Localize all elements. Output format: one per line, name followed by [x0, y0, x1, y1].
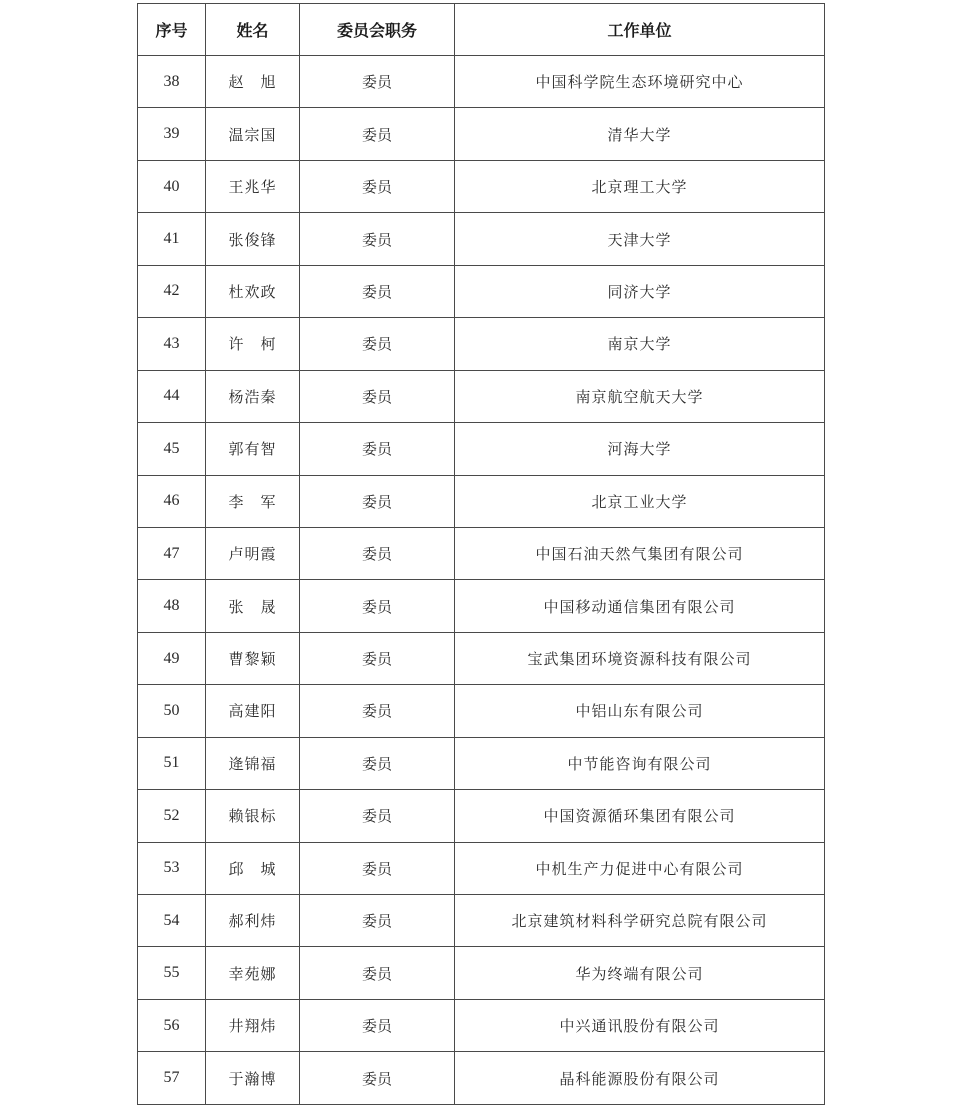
serial-number-cell: 50: [138, 685, 206, 737]
serial-number-cell: 49: [138, 632, 206, 684]
committee-role-cell: 委员: [300, 737, 455, 789]
table-row: [138, 790, 825, 842]
work-unit-cell: 中国移动通信集团有限公司: [455, 580, 825, 632]
table-row: [138, 580, 825, 632]
committee-role-cell: 委员: [300, 160, 455, 212]
table-row: [138, 370, 825, 422]
serial-number-cell: 46: [138, 475, 206, 527]
serial-number-cell: 38: [138, 56, 206, 108]
table-body: [138, 56, 825, 1105]
committee-role-cell: 委员: [300, 580, 455, 632]
committee-role-cell: 委员: [300, 423, 455, 475]
committee-role-cell: 委员: [300, 475, 455, 527]
table-row: [138, 423, 825, 475]
table-row: [138, 999, 825, 1051]
table-row: [138, 265, 825, 317]
member-name-cell: 高建阳: [206, 685, 300, 737]
serial-number-cell: 51: [138, 737, 206, 789]
work-unit-cell: 河海大学: [455, 423, 825, 475]
work-unit-cell: 天津大学: [455, 213, 825, 265]
header-row: [138, 4, 825, 56]
member-name-cell: 杨浩秦: [206, 370, 300, 422]
table-row: [138, 842, 825, 894]
serial-number-cell: 44: [138, 370, 206, 422]
committee-member-table: [137, 3, 825, 1105]
member-name-cell: 张 晟: [206, 580, 300, 632]
work-unit-cell: 中国科学院生态环境研究中心: [455, 56, 825, 108]
serial-number-cell: 52: [138, 790, 206, 842]
member-name-cell: 卢明霞: [206, 527, 300, 579]
committee-role-cell: 委员: [300, 1052, 455, 1104]
work-unit-cell: 北京理工大学: [455, 160, 825, 212]
committee-role-cell: 委员: [300, 527, 455, 579]
table-row: [138, 475, 825, 527]
serial-number-cell: 48: [138, 580, 206, 632]
member-name-cell: 邱 城: [206, 842, 300, 894]
header-serial-number: 序号: [138, 4, 206, 56]
serial-number-cell: 47: [138, 527, 206, 579]
member-name-cell: 幸苑娜: [206, 947, 300, 999]
work-unit-cell: 南京航空航天大学: [455, 370, 825, 422]
work-unit-cell: 宝武集团环境资源科技有限公司: [455, 632, 825, 684]
table-row: [138, 527, 825, 579]
committee-role-cell: 委员: [300, 790, 455, 842]
table-row: [138, 895, 825, 947]
member-name-cell: 温宗国: [206, 108, 300, 160]
serial-number-cell: 57: [138, 1052, 206, 1104]
committee-role-cell: 委员: [300, 685, 455, 737]
member-name-cell: 逄锦福: [206, 737, 300, 789]
member-name-cell: 曹黎颖: [206, 632, 300, 684]
table-header: [138, 4, 825, 56]
committee-role-cell: 委员: [300, 842, 455, 894]
work-unit-cell: 清华大学: [455, 108, 825, 160]
member-name-cell: 王兆华: [206, 160, 300, 212]
serial-number-cell: 54: [138, 895, 206, 947]
table-row: [138, 213, 825, 265]
member-name-cell: 井翔炜: [206, 999, 300, 1051]
table-row: [138, 318, 825, 370]
committee-role-cell: 委员: [300, 265, 455, 317]
work-unit-cell: 南京大学: [455, 318, 825, 370]
work-unit-cell: 中国石油天然气集团有限公司: [455, 527, 825, 579]
serial-number-cell: 55: [138, 947, 206, 999]
work-unit-cell: 华为终端有限公司: [455, 947, 825, 999]
table-row: [138, 108, 825, 160]
serial-number-cell: 43: [138, 318, 206, 370]
header-name: 姓名: [206, 4, 300, 56]
serial-number-cell: 42: [138, 265, 206, 317]
work-unit-cell: 北京建筑材料科学研究总院有限公司: [455, 895, 825, 947]
committee-role-cell: 委员: [300, 947, 455, 999]
serial-number-cell: 40: [138, 160, 206, 212]
work-unit-cell: 中节能咨询有限公司: [455, 737, 825, 789]
header-work-unit: 工作单位: [455, 4, 825, 56]
member-name-cell: 赵 旭: [206, 56, 300, 108]
serial-number-cell: 45: [138, 423, 206, 475]
work-unit-cell: 中铝山东有限公司: [455, 685, 825, 737]
committee-role-cell: 委员: [300, 632, 455, 684]
member-name-cell: 赖银标: [206, 790, 300, 842]
committee-role-cell: 委员: [300, 999, 455, 1051]
table-row: [138, 737, 825, 789]
member-name-cell: 许 柯: [206, 318, 300, 370]
committee-role-cell: 委员: [300, 56, 455, 108]
committee-role-cell: 委员: [300, 370, 455, 422]
table-row: [138, 160, 825, 212]
committee-role-cell: 委员: [300, 895, 455, 947]
serial-number-cell: 53: [138, 842, 206, 894]
work-unit-cell: 中兴通讯股份有限公司: [455, 999, 825, 1051]
work-unit-cell: 中国资源循环集团有限公司: [455, 790, 825, 842]
table-row: [138, 56, 825, 108]
table-row: [138, 1052, 825, 1104]
serial-number-cell: 41: [138, 213, 206, 265]
member-name-cell: 杜欢政: [206, 265, 300, 317]
committee-role-cell: 委员: [300, 213, 455, 265]
member-name-cell: 张俊锋: [206, 213, 300, 265]
serial-number-cell: 56: [138, 999, 206, 1051]
member-name-cell: 于瀚博: [206, 1052, 300, 1104]
work-unit-cell: 中机生产力促进中心有限公司: [455, 842, 825, 894]
header-committee-role: 委员会职务: [300, 4, 455, 56]
work-unit-cell: 北京工业大学: [455, 475, 825, 527]
member-name-cell: 李 军: [206, 475, 300, 527]
work-unit-cell: 晶科能源股份有限公司: [455, 1052, 825, 1104]
table-row: [138, 685, 825, 737]
work-unit-cell: 同济大学: [455, 265, 825, 317]
table-row: [138, 947, 825, 999]
table-row: [138, 632, 825, 684]
member-name-cell: 郝利炜: [206, 895, 300, 947]
committee-role-cell: 委员: [300, 318, 455, 370]
committee-role-cell: 委员: [300, 108, 455, 160]
serial-number-cell: 39: [138, 108, 206, 160]
member-name-cell: 郭有智: [206, 423, 300, 475]
